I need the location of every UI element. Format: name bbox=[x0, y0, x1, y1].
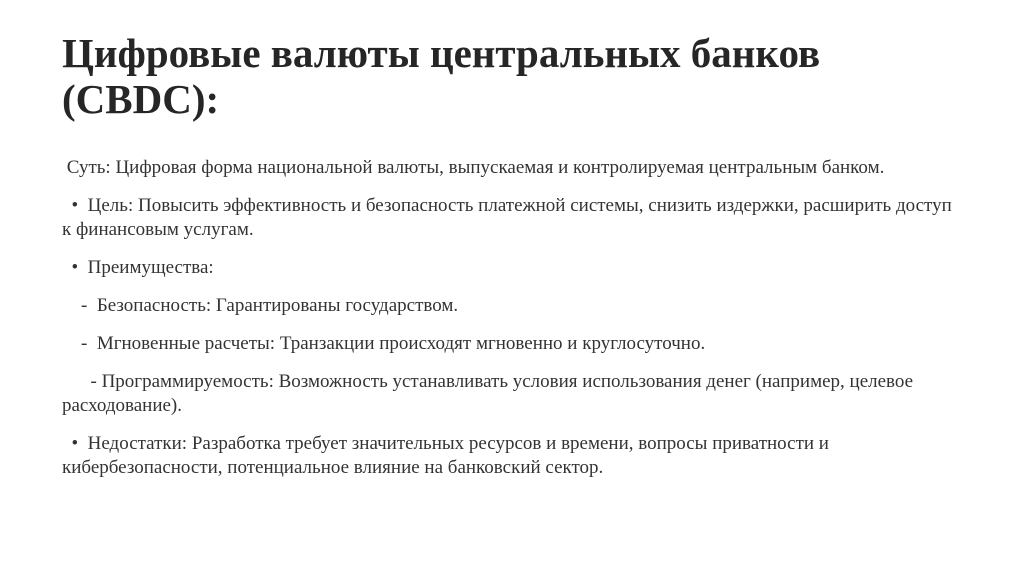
slide-title: Цифровые валюты центральных банков (CBDC): bbox=[62, 30, 821, 122]
advantage-programmability-item: - Программируемость: Возможность устанавливать условия использования денег (например, целевое расходование). bbox=[62, 371, 918, 416]
disadvantages-bullet: • Недостатки: Разработка требует значительных ресурсов и времени, вопросы приватности и кибербезопасности, потенциальное влияние на банковский сектор. bbox=[62, 433, 834, 478]
advantage-instant-payments-item: - Мгновенные расчеты: Транзакции происходят мгновенно и круглосуточно. bbox=[62, 333, 706, 354]
goal-bullet: • Цель: Повысить эффективность и безопасность платежной системы, снизить издержки, расширить доступ к финансовым услугам. bbox=[62, 195, 957, 240]
essence-paragraph: Суть: Цифровая форма национальной валюты, выпускаемая и контролируемая центральным банком. bbox=[62, 157, 885, 178]
advantage-security-item: - Безопасность: Гарантированы государством. bbox=[62, 295, 459, 316]
advantages-bullet: • Преимущества: bbox=[62, 257, 214, 278]
slide-body bbox=[62, 156, 962, 494]
